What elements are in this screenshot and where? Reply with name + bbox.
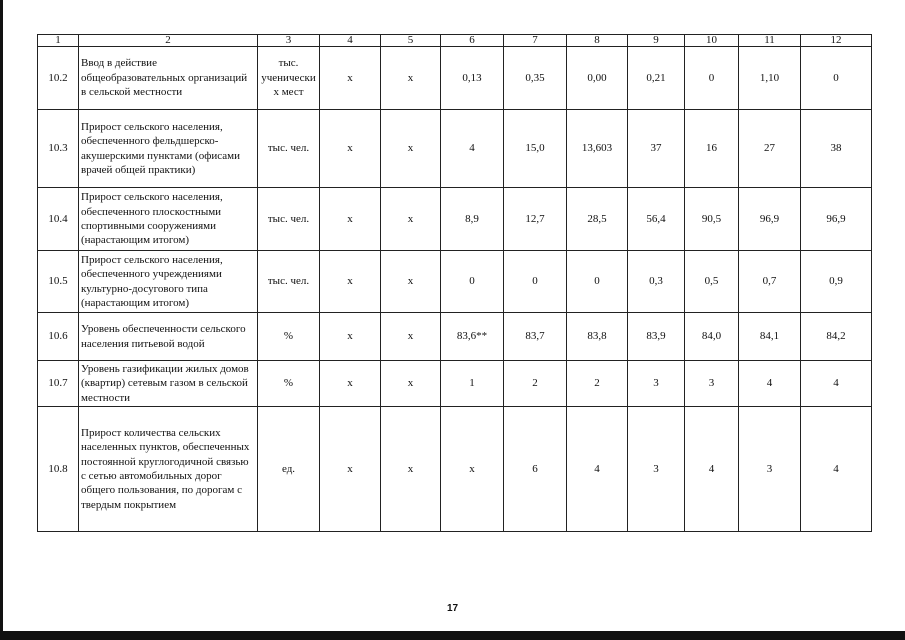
value-cell: 0 bbox=[567, 251, 628, 313]
value-cell: x bbox=[381, 361, 441, 407]
value-cell: x bbox=[381, 110, 441, 188]
scan-bottom-edge bbox=[0, 631, 905, 640]
value-cell: 84,2 bbox=[801, 313, 872, 361]
value-cell: 8,9 bbox=[441, 188, 504, 251]
header-row bbox=[38, 35, 872, 47]
row-number: 10.2 bbox=[38, 47, 79, 110]
value-cell: x bbox=[320, 313, 381, 361]
indicators-table bbox=[37, 34, 872, 532]
indicator-name: Уровень обеспеченности сельского населения питьевой водой bbox=[79, 313, 258, 361]
value-cell: 0 bbox=[504, 251, 567, 313]
column-header: 12 bbox=[801, 35, 872, 47]
value-cell: 37 bbox=[628, 110, 685, 188]
table-row bbox=[38, 47, 872, 110]
indicator-name: Прирост сельского населения, обеспеченного плоскостными спортивными сооружениями (нарастающим итогом) bbox=[79, 188, 258, 251]
value-cell: 96,9 bbox=[739, 188, 801, 251]
value-cell: 0 bbox=[441, 251, 504, 313]
column-header: 7 bbox=[504, 35, 567, 47]
unit-cell: % bbox=[258, 313, 320, 361]
value-cell: 2 bbox=[567, 361, 628, 407]
unit-cell: % bbox=[258, 361, 320, 407]
value-cell: 12,7 bbox=[504, 188, 567, 251]
unit-cell: тыс. чел. bbox=[258, 110, 320, 188]
row-number: 10.3 bbox=[38, 110, 79, 188]
value-cell: 27 bbox=[739, 110, 801, 188]
value-cell: 4 bbox=[567, 407, 628, 532]
value-cell: x bbox=[320, 251, 381, 313]
column-header: 6 bbox=[441, 35, 504, 47]
value-cell: x bbox=[441, 407, 504, 532]
table-row bbox=[38, 313, 872, 361]
table-row bbox=[38, 251, 872, 313]
value-cell: 4 bbox=[685, 407, 739, 532]
value-cell: 3 bbox=[628, 361, 685, 407]
row-number: 10.8 bbox=[38, 407, 79, 532]
column-header: 2 bbox=[79, 35, 258, 47]
table-row bbox=[38, 110, 872, 188]
indicator-name: Прирост количества сельских населенных пунктов, обеспеченных постоянной круглогодичной связью с сетью автомобильных дорог общего пользования, по дорогам с твердым покрытием bbox=[79, 407, 258, 532]
value-cell: 4 bbox=[801, 361, 872, 407]
value-cell: 1 bbox=[441, 361, 504, 407]
value-cell: 38 bbox=[801, 110, 872, 188]
indicator-name: Прирост сельского населения, обеспеченного учреждениями культурно-досугового типа (нарастающим итогом) bbox=[79, 251, 258, 313]
value-cell: 0 bbox=[685, 47, 739, 110]
value-cell: 0,21 bbox=[628, 47, 685, 110]
table-row bbox=[38, 361, 872, 407]
column-header: 10 bbox=[685, 35, 739, 47]
value-cell: 83,8 bbox=[567, 313, 628, 361]
value-cell: 2 bbox=[504, 361, 567, 407]
unit-cell: ед. bbox=[258, 407, 320, 532]
value-cell: x bbox=[381, 47, 441, 110]
column-header: 11 bbox=[739, 35, 801, 47]
value-cell: 0,5 bbox=[685, 251, 739, 313]
value-cell: 4 bbox=[441, 110, 504, 188]
value-cell: 83,9 bbox=[628, 313, 685, 361]
value-cell: x bbox=[320, 188, 381, 251]
unit-cell: тыс. ученически х мест bbox=[258, 47, 320, 110]
row-number: 10.5 bbox=[38, 251, 79, 313]
scan-left-edge bbox=[0, 0, 3, 640]
value-cell: 0,9 bbox=[801, 251, 872, 313]
value-cell: 28,5 bbox=[567, 188, 628, 251]
value-cell: 56,4 bbox=[628, 188, 685, 251]
value-cell: x bbox=[320, 407, 381, 532]
value-cell: x bbox=[381, 188, 441, 251]
value-cell: 84,1 bbox=[739, 313, 801, 361]
value-cell: 6 bbox=[504, 407, 567, 532]
value-cell: 84,0 bbox=[685, 313, 739, 361]
value-cell: 0,00 bbox=[567, 47, 628, 110]
value-cell: 3 bbox=[628, 407, 685, 532]
value-cell: 13,603 bbox=[567, 110, 628, 188]
page-number: 17 bbox=[446, 603, 459, 614]
value-cell: x bbox=[381, 407, 441, 532]
value-cell: 15,0 bbox=[504, 110, 567, 188]
unit-cell: тыс. чел. bbox=[258, 188, 320, 251]
value-cell: 4 bbox=[739, 361, 801, 407]
row-number: 10.7 bbox=[38, 361, 79, 407]
indicator-name: Ввод в действие общеобразовательных организаций в сельской местности bbox=[79, 47, 258, 110]
value-cell: 4 bbox=[801, 407, 872, 532]
indicator-name: Прирост сельского населения, обеспеченного фельдшерско-акушерскими пунктами (офисами врачей общей практики) bbox=[79, 110, 258, 188]
value-cell: x bbox=[381, 313, 441, 361]
table-row bbox=[38, 407, 872, 532]
indicator-name: Уровень газификации жилых домов (квартир) сетевым газом в сельской местности bbox=[79, 361, 258, 407]
table-row bbox=[38, 188, 872, 251]
value-cell: 0,7 bbox=[739, 251, 801, 313]
row-number: 10.4 bbox=[38, 188, 79, 251]
value-cell: 96,9 bbox=[801, 188, 872, 251]
value-cell: 0,35 bbox=[504, 47, 567, 110]
value-cell: 0,3 bbox=[628, 251, 685, 313]
value-cell: 83,6** bbox=[441, 313, 504, 361]
value-cell: 83,7 bbox=[504, 313, 567, 361]
column-header: 9 bbox=[628, 35, 685, 47]
value-cell: 90,5 bbox=[685, 188, 739, 251]
column-header: 5 bbox=[381, 35, 441, 47]
value-cell: 16 bbox=[685, 110, 739, 188]
row-number: 10.6 bbox=[38, 313, 79, 361]
value-cell: 3 bbox=[739, 407, 801, 532]
value-cell: 1,10 bbox=[739, 47, 801, 110]
value-cell: x bbox=[320, 110, 381, 188]
column-header: 1 bbox=[38, 35, 79, 47]
column-header: 4 bbox=[320, 35, 381, 47]
value-cell: x bbox=[320, 361, 381, 407]
value-cell: 0,13 bbox=[441, 47, 504, 110]
column-header: 8 bbox=[567, 35, 628, 47]
value-cell: 3 bbox=[685, 361, 739, 407]
value-cell: 0 bbox=[801, 47, 872, 110]
column-header: 3 bbox=[258, 35, 320, 47]
value-cell: x bbox=[381, 251, 441, 313]
unit-cell: тыс. чел. bbox=[258, 251, 320, 313]
value-cell: x bbox=[320, 47, 381, 110]
